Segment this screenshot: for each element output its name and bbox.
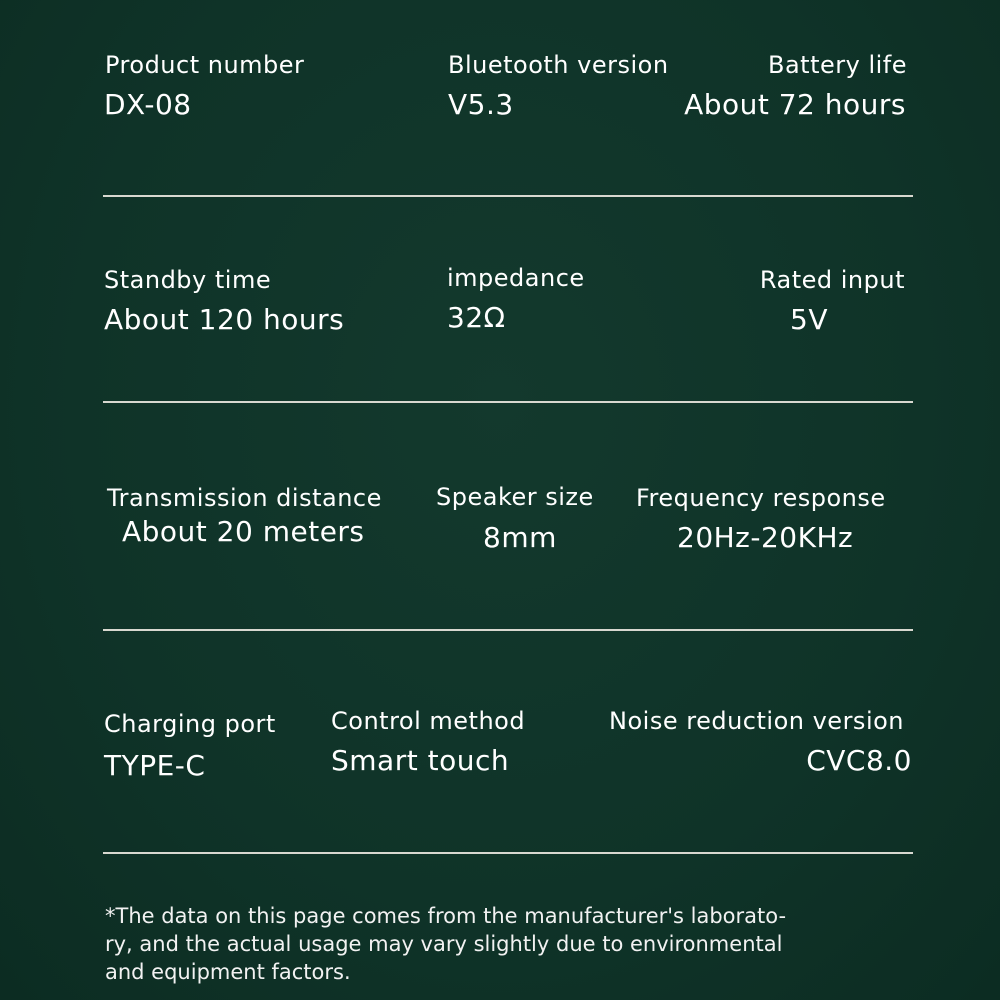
spec-label-bluetooth-version: Bluetooth version xyxy=(448,51,669,79)
footnote: *The data on this page comes from the manufacturer's laborato- ry, and the actual usage may vary slightly due to environmental and equipment factors. xyxy=(105,904,787,984)
spec-value-speaker-size: 8mm xyxy=(483,521,557,554)
spec-value-battery-life: About 72 hours xyxy=(684,88,906,121)
spec-value-bluetooth-version: V5.3 xyxy=(448,88,514,121)
spec-label-standby-time: Standby time xyxy=(104,266,272,294)
spec-label-battery-life: Battery life xyxy=(767,51,907,79)
divider-3 xyxy=(103,629,913,631)
spec-value-frequency-response: 20Hz-20KHz xyxy=(677,521,854,554)
divider-4 xyxy=(103,852,913,854)
spec-label-noise-reduction-version: Noise reduction version xyxy=(609,707,904,735)
divider-1 xyxy=(103,195,913,197)
spec-value-charging-port: TYPE-C xyxy=(104,749,206,782)
spec-label-frequency-response: Frequency response xyxy=(636,484,886,512)
spec-label-product-number: Product number xyxy=(105,51,305,79)
spec-label-rated-input: Rated input xyxy=(759,266,905,294)
spec-value-control-method: Smart touch xyxy=(331,744,510,777)
spec-label-transmission-distance: Transmission distance xyxy=(107,484,382,512)
spec-label-speaker-size: Speaker size xyxy=(436,483,594,511)
spec-label-impedance: impedance xyxy=(447,264,585,292)
spec-value-impedance: 32Ω xyxy=(447,301,506,334)
spec-label-control-method: Control method xyxy=(331,707,526,735)
spec-value-rated-input: 5V xyxy=(790,303,828,336)
spec-label-charging-port: Charging port xyxy=(104,710,276,738)
spec-value-transmission-distance: About 20 meters xyxy=(122,515,365,548)
spec-value-noise-reduction-version: CVC8.0 xyxy=(806,744,912,777)
divider-2 xyxy=(103,401,913,403)
spec-value-standby-time: About 120 hours xyxy=(104,303,345,336)
spec-value-product-number: DX-08 xyxy=(104,88,192,121)
